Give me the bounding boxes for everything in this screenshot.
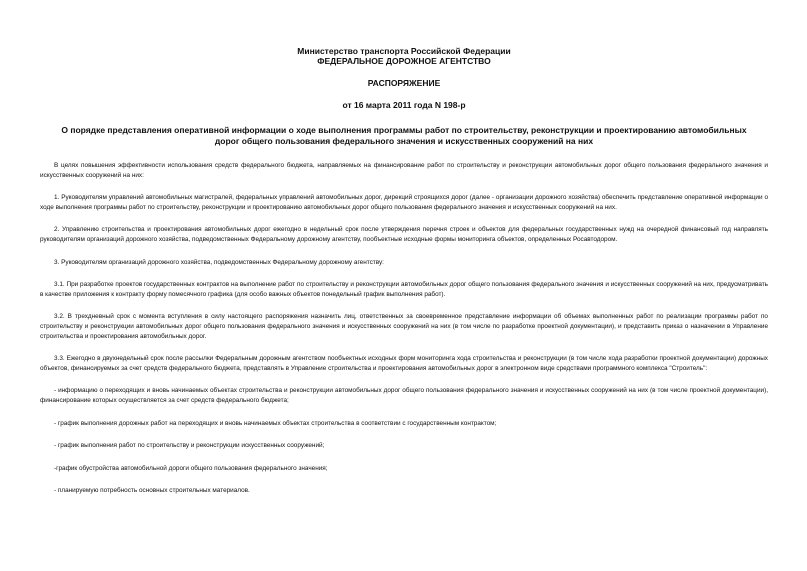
document-page — [40, 0, 768, 571]
paragraph-3: 3. Руководителям организаций дорожного хозяйства, подведомственных Федеральному дорожному агентству: — [54, 258, 384, 266]
paragraph-3-3: 3.3. Ежегодно в двухнедельный срок после рассылки Федеральным дорожным агентством пообъектных исходных форм мониторинга хода строительства и реконструкции (в том числе хода разработки проектной документации) дорожных объектов, финансируемых за счет средств федерального бюджета, представлять в Управление строительства и проектирования автомобильных дорог в электронном виде средствами программного комплекса "Строитель": — [40, 355, 768, 372]
agency-name: ФЕДЕРАЛЬНОЕ ДОРОЖНОЕ АГЕНТСТВО — [317, 56, 491, 66]
document-date: от 16 марта 2011 года N 198-р — [342, 100, 466, 110]
paragraph-1: 1. Руководителям управлений автомобильных магистралей, федеральных управлений автомобильных дорог, дирекций строящихся дорог (далее - организации дорожного хозяйства) обеспечить представление оперативной информации о ходе выполнения программы работ по строительству, реконструкции и проектированию автомобильных дорог общего пользования федерального значения и искусственных сооружений на них. — [40, 194, 768, 211]
list-item-road-works-schedule: - график выполнения дорожных работ на переходящих и вновь начинаемых объектах строительства в соответствии с государственным контрактом; — [54, 419, 497, 427]
list-item-arrangement-schedule: -график обустройства автомобильной дороги общего пользования федерального значения; — [54, 464, 328, 472]
list-item-structures-schedule: - график выполнения работ по строительству и реконструкции искусственных сооружений; — [54, 442, 325, 450]
paragraph-3-1: 3.1. При разработке проектов государственных контрактов на выполнение работ по строительству и реконструкции автомобильных дорог общего пользования федерального значения и искусственных сооружений на них, предусматривать в качестве приложения к контракту форму помесячного графика (для особо важных объектов понедельный график выполнения работ). — [40, 281, 768, 298]
ministry-name: Министерство транспорта Российской Федерации — [297, 46, 511, 56]
list-item-information: - информацию о переходящих и вновь начинаемых объектах строительства и реконструкции автомобильных дорог общего пользования федерального значения и искусственных сооружений на них (в том числе проектной документации), финансирование которых осуществляется за счет средств федерального бюджета; — [40, 387, 768, 404]
document-type: РАСПОРЯЖЕНИЕ — [367, 78, 441, 88]
document-body — [40, 161, 768, 496]
document-title: О порядке представления оперативной информации о ходе выполнения программы работ по строительству, реконструкции и проектированию автомобильных дорог общего пользования федерального значения и искусственных сооружений на них — [61, 125, 747, 146]
paragraph-3-2: 3.2. В трехдневный срок с момента вступления в силу настоящего распоряжения назначить лиц, ответственных за своевременное представление информации об объемах выполненных работ по реализации программы работ по строительству и реконструкции автомобильных дорог общего пользования федерального значения и искусственных сооружений на них (в том числе по разработке проектной документации), и представить приказ о назначении в Управление строительства и проектирования автомобильных дорог. — [40, 313, 768, 340]
paragraph-preamble: В целях повышения эффективности использования средств федерального бюджета, направляемых на финансирование работ по строительству и реконструкции автомобильных дорог общего пользования федерального значения и искусственных сооружений на них: — [40, 162, 768, 179]
document-header — [40, 46, 768, 110]
list-item-materials-demand: - планируемую потребность основных строительных материалов. — [54, 487, 250, 495]
paragraph-2: 2. Управлению строительства и проектирования автомобильных дорог ежегодно в недельный срок после утверждения перечня строек и объектов для федеральных государственных нужд на очередной финансовый год направлять руководителям организаций дорожного хозяйства, подведомственных Федеральному дорожному агентству, пообъектные исходные формы мониторинга объектов, определенных Росавтодором. — [40, 226, 768, 243]
